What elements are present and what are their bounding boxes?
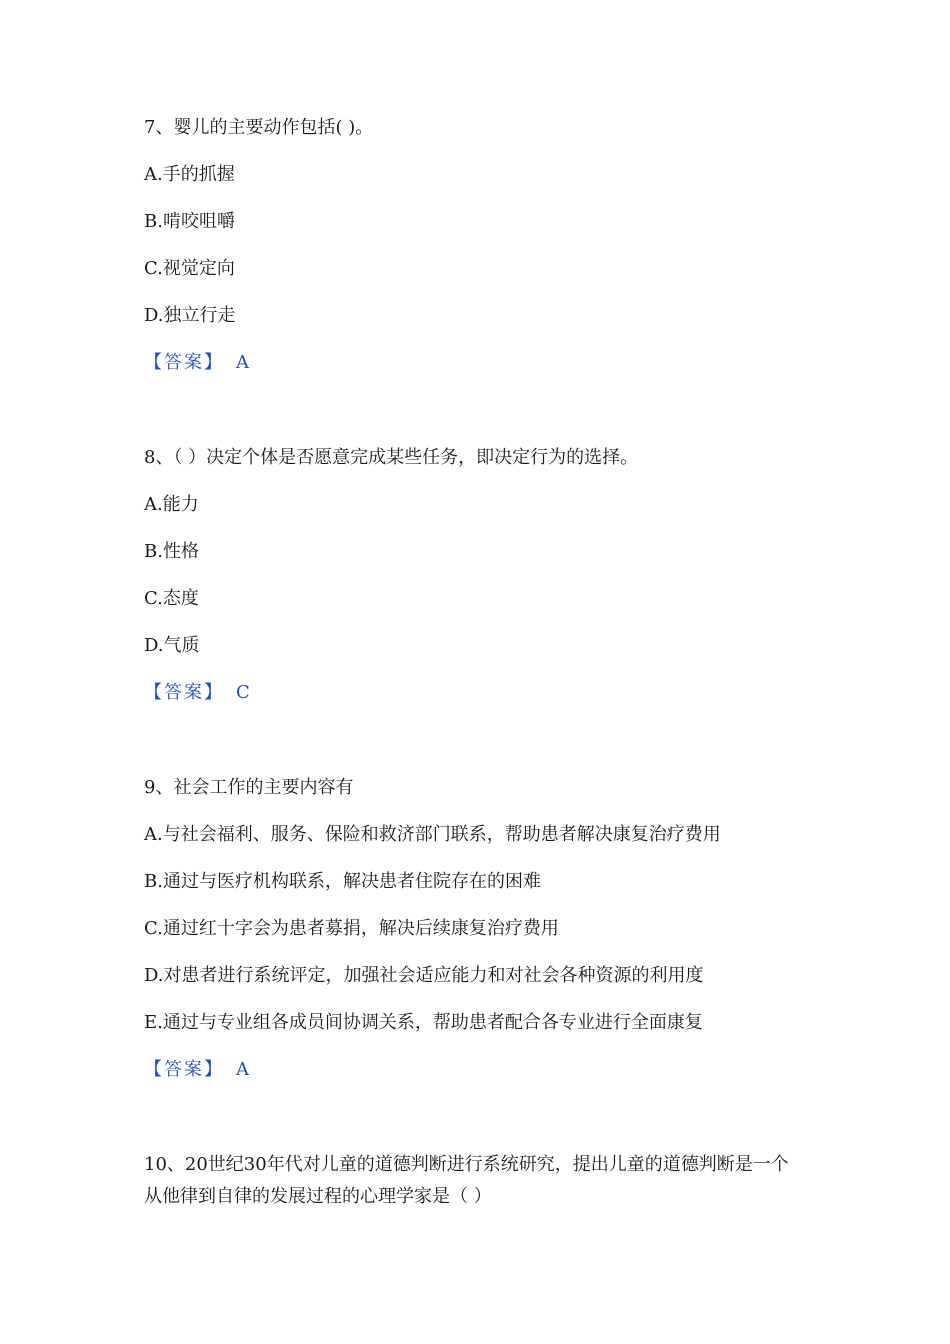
question-8-answer — [144, 682, 250, 704]
question-9-option-a: A.与社会福利、服务、保险和救济部门联系，帮助患者解决康复治疗费用 — [144, 824, 721, 845]
question-8-option-d: D.气质 — [144, 635, 200, 656]
question-9-option-d: D.对患者进行系统评定，加强社会适应能力和对社会各种资源的利用度 — [144, 965, 704, 986]
question-7-stem: 7、婴儿的主要动作包括( )。 — [144, 117, 374, 138]
answer-tag: 【答案】 — [144, 352, 224, 373]
question-9-option-e: E.通过与专业组各成员间协调关系，帮助患者配合各专业进行全面康复 — [144, 1012, 703, 1033]
question-8-stem: 8、（ ）决定个体是否愿意完成某些任务，即决定行为的选择。 — [144, 447, 639, 468]
question-7-option-a: A.手的抓握 — [144, 164, 235, 185]
question-8-option-c: C.态度 — [144, 588, 199, 609]
question-7-option-d: D.独立行走 — [144, 305, 236, 326]
question-10-stem: 10、20世纪30年代对儿童的道德判断进行系统研究，提出儿童的道德判断是一个从他律到自律的发展过程的心理学家是（ ） — [144, 1154, 789, 1207]
question-9-option-b: B.通过与医疗机构联系，解决患者住院存在的困难 — [144, 871, 541, 892]
answer-value: C — [236, 682, 250, 703]
question-9-answer — [144, 1059, 249, 1081]
question-7-option-b: B.啃咬咀嚼 — [144, 211, 235, 232]
question-8-option-a: A.能力 — [144, 494, 199, 515]
answer-value: A — [236, 1059, 249, 1080]
question-9-option-c: C.通过红十字会为患者募捐，解决后续康复治疗费用 — [144, 918, 559, 939]
question-9-stem: 9、社会工作的主要内容有 — [144, 777, 354, 798]
question-8-option-b: B.性格 — [144, 541, 199, 562]
answer-value: A — [236, 352, 249, 373]
answer-tag: 【答案】 — [144, 682, 224, 703]
answer-tag: 【答案】 — [144, 1059, 224, 1080]
question-7-option-c: C.视觉定向 — [144, 258, 235, 279]
question-7-answer — [144, 352, 249, 374]
